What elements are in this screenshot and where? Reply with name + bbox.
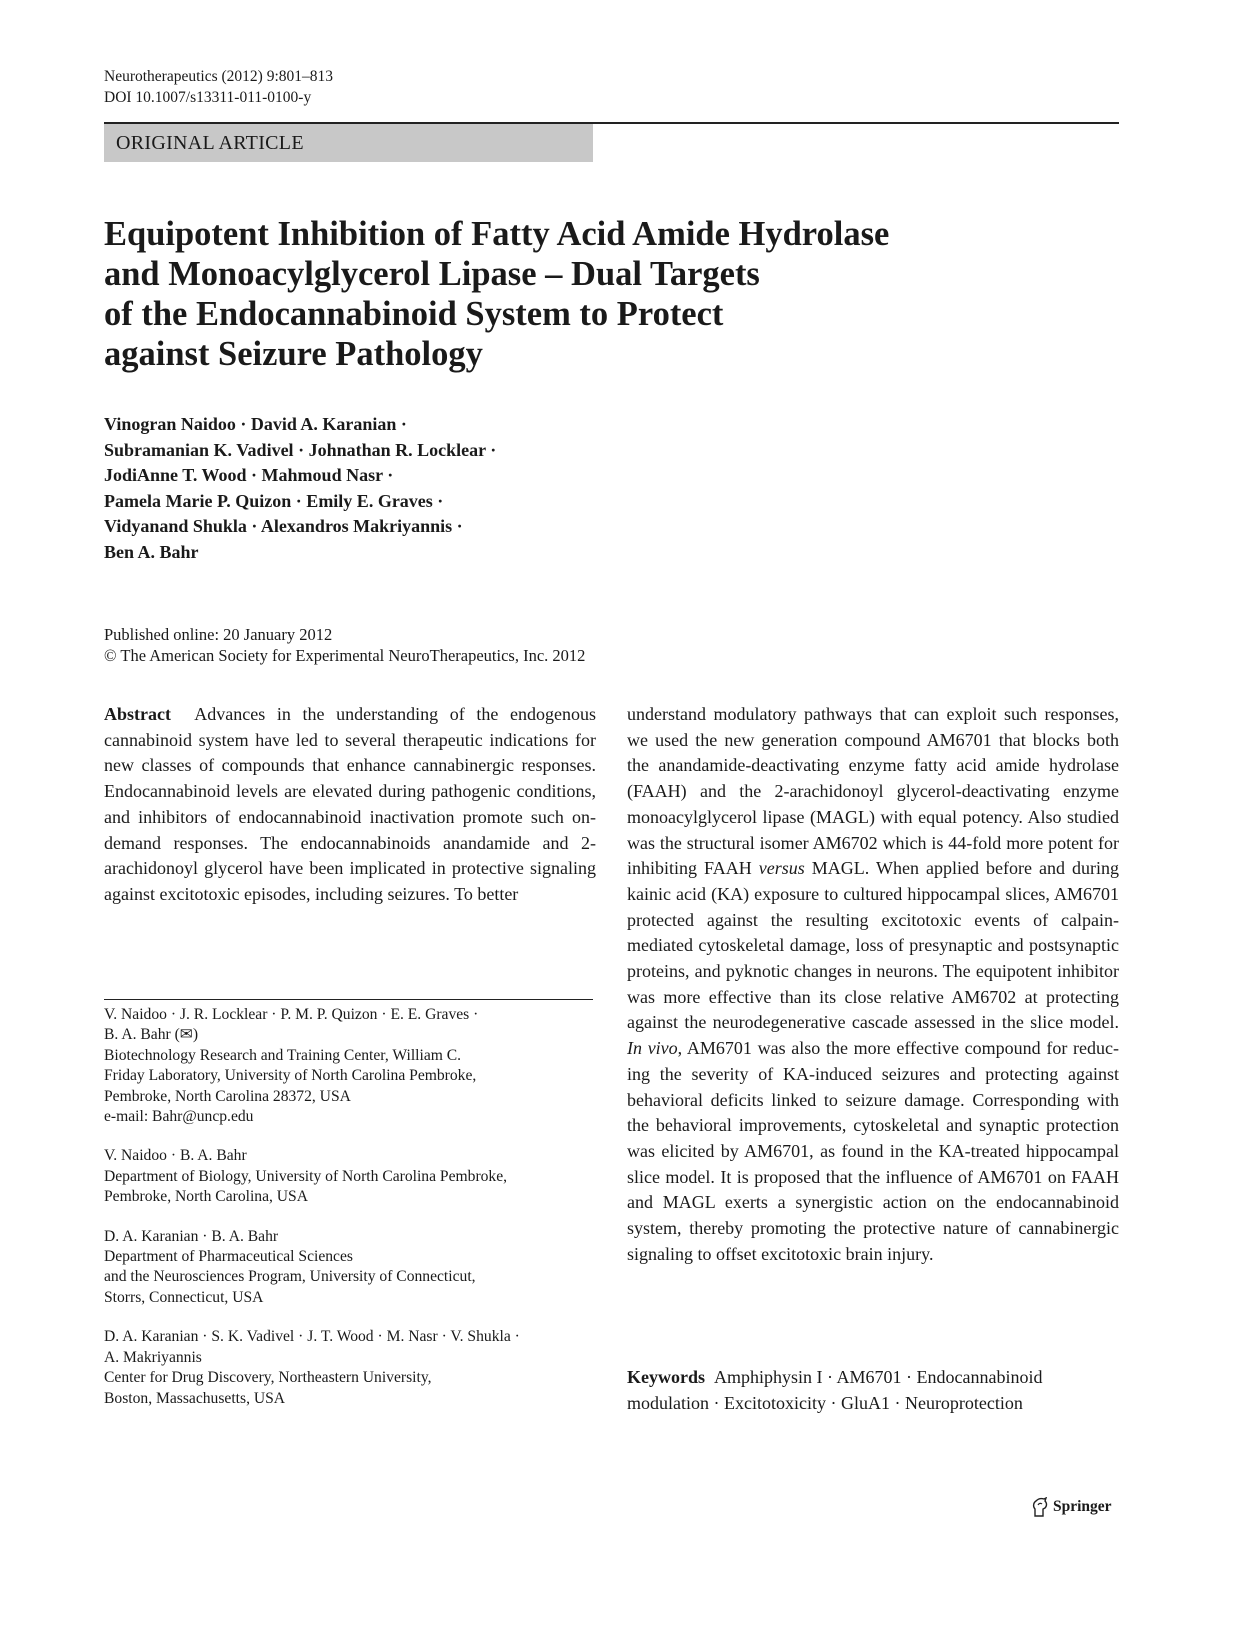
publisher-logo — [1031, 1497, 1112, 1517]
author-line: Vinogran Naidoo · David A. Karanian · — [104, 414, 407, 434]
affiliation-line: Center for Drug Discovery, Northeastern University, — [104, 1369, 432, 1387]
copyright: © The American Society for Experimental NeuroTherapeutics, Inc. 2012 — [104, 646, 586, 665]
affiliation-email[interactable]: e-mail: Bahr@uncp.edu — [104, 1108, 254, 1126]
article-title — [104, 214, 1004, 374]
publisher-name: Springer — [1053, 1498, 1112, 1515]
affiliation-rule — [104, 999, 593, 1000]
affiliation-line: Department of Biology, University of North Carolina Pembroke, — [104, 1167, 508, 1185]
affiliations — [104, 1005, 593, 1428]
author-line: Vidyanand Shukla · Alexandros Makriyannis · — [104, 516, 463, 537]
affiliation-line: B. A. Bahr (✉) — [104, 1026, 199, 1044]
abstract-text-right-3: , AM6701 was also the more effective compound for reducing the severity of KA-induced seizures and protecting against behavioral deficits linked to seizure damage. Corresponding with the behavioral improvements, cytoskeletal and synaptic protection was elicited by AM6701, as found in the KA-treated hippocampal slice model. It is proposed that the influence of AM6701 on FAAH and MAGL exerts a synergistic action on the endocannabinoid system, thereby promoting the protective nature of cannabinergic signaling to offset excitotoxic brain injury. — [627, 1038, 1119, 1264]
section-label-box — [104, 124, 593, 162]
abstract-italic-versus: versus — [758, 858, 805, 879]
abstract-italic-in-vivo: In vivo — [627, 1038, 678, 1059]
affiliation-line: Storrs, Connecticut, USA — [104, 1288, 264, 1306]
publication-info — [104, 624, 585, 666]
title-line: and Monoacylglycerol Lipase – Dual Targets — [104, 255, 760, 293]
title-line: of the Endocannabinoid System to Protect — [104, 295, 724, 333]
affiliation-line: Biotechnology Research and Training Center, William C. — [104, 1046, 462, 1064]
affiliation-line: Boston, Massachusetts, USA — [104, 1389, 286, 1407]
keywords-label: Keywords — [627, 1367, 705, 1387]
affiliation-line: Department of Pharmaceutical Sciences — [104, 1248, 353, 1266]
affiliation-line: Pembroke, North Carolina, USA — [104, 1188, 308, 1206]
affiliation-block — [104, 1327, 593, 1409]
keywords-text: Amphiphysin I · AM6701 · Endocannabinoid modulation · Excitotoxicity · GluA1 · Neuroprotection — [627, 1367, 1043, 1413]
section-label: ORIGINAL ARTICLE — [116, 132, 304, 154]
author-list — [104, 412, 496, 566]
author-line: JodiAnne T. Wood · Mahmoud Nasr · — [104, 465, 394, 486]
affiliation-line: Friday Laboratory, University of North Carolina Pembroke, — [104, 1067, 477, 1085]
abstract-text-right-2: MAGL. When applied before and during kainic acid (KA) exposure to cultured hippocampal slices, AM6701 protected against the resulting excitotoxic events of calpain-mediated cytoskeletal damage, loss of presynaptic and postsynaptic proteins, and pyknotic changes in neurons. The equipotent inhibitor was more effective than its close relative AM6702 at protecting against the neurodegenerative cascade assessed in the slice model. — [627, 858, 1120, 1033]
affiliation-block — [104, 1146, 593, 1207]
affiliation-line: D. A. Karanian · B. A. Bahr — [104, 1227, 279, 1245]
affiliation-line: and the Neurosciences Program, University of Connecticut, — [104, 1268, 476, 1286]
affiliation-block — [104, 1005, 593, 1127]
author-line: Ben A. Bahr — [104, 541, 199, 562]
title-line: against Seizure Pathology — [104, 335, 483, 373]
abstract-right-column — [627, 702, 1119, 1267]
doi: DOI 10.1007/s13311-011-0100-y — [104, 89, 312, 106]
abstract-label: Abstract — [104, 704, 171, 724]
title-line: Equipotent Inhibition of Fatty Acid Amide Hydrolase — [104, 215, 890, 253]
abstract-left-column — [104, 702, 596, 908]
affiliation-line: V. Naidoo · J. R. Locklear · P. M. P. Quizon · E. E. Graves · — [104, 1006, 479, 1023]
affiliation-line: V. Naidoo · B. A. Bahr — [104, 1147, 247, 1165]
keywords — [627, 1365, 1119, 1416]
abstract-paragraph-right — [627, 702, 1119, 1267]
affiliation-line: A. Makriyannis — [104, 1348, 202, 1366]
published-online: Published online: 20 January 2012 — [104, 625, 333, 644]
affiliation-block — [104, 1227, 593, 1309]
journal-header — [104, 66, 333, 108]
abstract-text-left: Advances in the understanding of the endogenous cannabinoid system have led to several therapeutic indications for new classes of compounds that enhance cannabinergic responses. Endocannabinoid levels are elevated during pathogenic conditions, and inhibitors of endocannabinoid inactivation promote such on-demand responses. The endocannabinoids anandamide and 2-arachidonoyl glycerol have been implicated in protective signaling against excitotoxic episodes, including seizures. To better — [104, 704, 596, 904]
author-line: Subramanian K. Vadivel · Johnathan R. Locklear · — [104, 439, 497, 460]
author-line: Pamela Marie P. Quizon · Emily E. Graves · — [104, 490, 444, 511]
affiliation-line: D. A. Karanian · S. K. Vadivel · J. T. Wood · M. Nasr · V. Shukla · — [104, 1328, 520, 1346]
springer-horse-icon — [1031, 1497, 1049, 1517]
affiliation-line: Pembroke, North Carolina 28372, USA — [104, 1087, 351, 1105]
abstract-paragraph-left — [104, 702, 596, 908]
abstract-text-right-1: understand modulatory pathways that can exploit such responses, we used the new generation compound AM6701 that blocks both the anandamide-deactivating enzyme fatty acid amide hydrolase (FAAH) and the 2-arachidonoyl glycerol-deactivating enzyme monoacylglycerol lipase (MAGL) with equal potency. Also studied was the structural isomer AM6702 which is 44-fold more potent for inhibiting FAAH — [627, 704, 1119, 879]
journal-citation: Neurotherapeutics (2012) 9:801–813 — [104, 68, 333, 85]
